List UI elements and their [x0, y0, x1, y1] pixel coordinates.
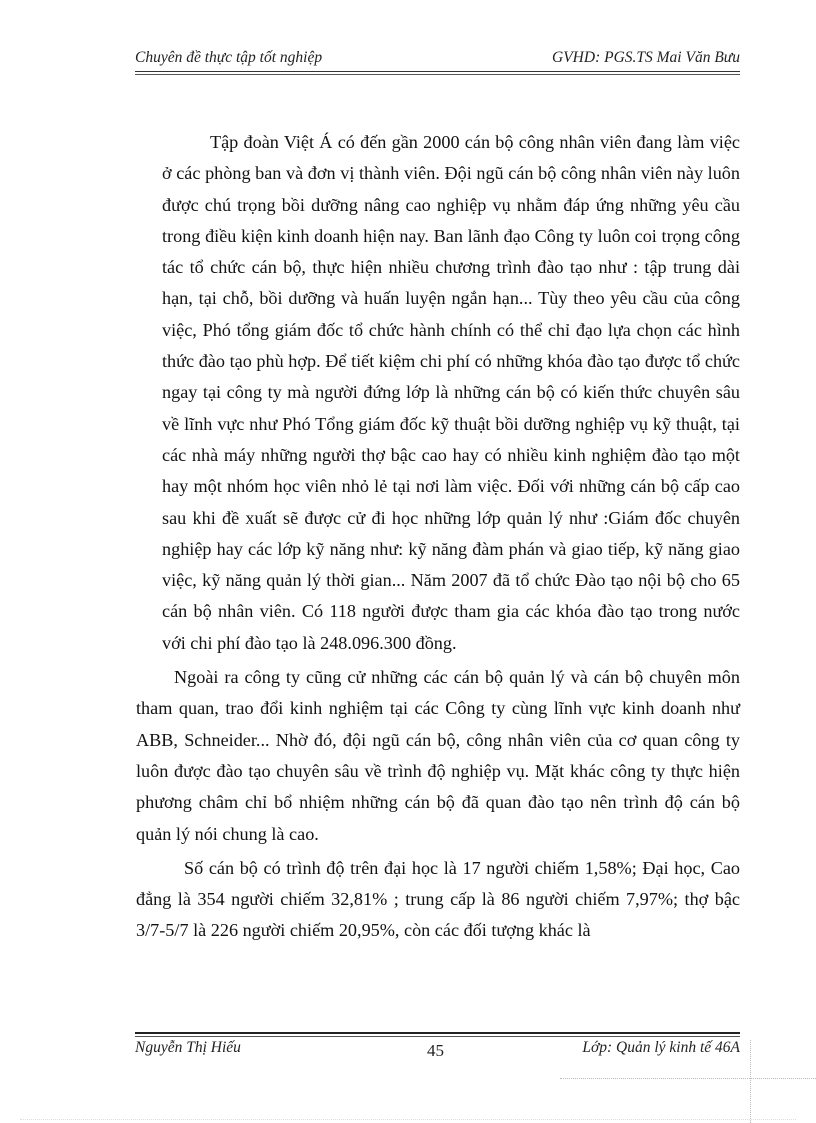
body-text: [136, 127, 740, 947]
footer-rule-thin: [135, 1036, 740, 1037]
crop-mark-vertical: [750, 1040, 751, 1123]
paragraph-qualification-stats: Số cán bộ có trình độ trên đại học là 17 người chiếm 1,58%; Đại học, Cao đẳng là 354 người chiếm 32,81% ; trung cấp là 86 người chiếm 7,97%; thợ bậc 3/7-5/7 là 226 người chiếm 20,95%, còn các đối tượng khác là: [136, 857, 740, 941]
page-header: [135, 49, 740, 71]
header-document-type: Chuyên đề thực tập tốt nghiệp: [135, 49, 323, 66]
header-supervisor: GVHD: PGS.TS Mai Văn Bưu: [552, 49, 740, 66]
footer-class: Lớp: Quản lý kinh tế 46A: [582, 1039, 740, 1056]
page-number: 45: [427, 1041, 444, 1060]
crop-mark-horizontal: [560, 1078, 816, 1079]
paragraph-training-overview: Tập đoàn Việt Á có đến gần 2000 cán bộ công nhân viên đang làm việc ở các phòng ban và đơn vị thành viên. Đội ngũ cán bộ công nhân viên này luôn được chú trọng bồi dưỡng nâng cao nghiệp vụ nhằm đáp ứng những yêu cầu trong điều kiện kinh doanh hiện nay. Ban lãnh đạo Công ty luôn coi trọng công tác tổ chức cán bộ, thực hiện nhiều chương trình đào tạo như : tập trung dài hạn, tại chỗ, bồi dưỡng và huấn luyện ngắn hạn... Tùy theo yêu cầu của công việc, Phó tổng giám đốc tổ chức hành chính có thể chỉ đạo lựa chọn các hình thức đào tạo phù hợp. Để tiết kiệm chi phí có những khóa đào tạo được tổ chức ngay tại công ty mà người đứng lớp là những cán bộ có kiến thức chuyên sâu về lĩnh vực như Phó Tổng giám đốc kỹ thuật bồi dưỡng nghiệp vụ kỹ thuật, tại các nhà máy những người thợ bậc cao hay có nhiều kinh nghiệm đào tạo một hay một nhóm học viên nhỏ lẻ tại nơi làm việc. Đối với những cán bộ cấp cao sau khi đề xuất sẽ được cử đi học những lớp quản lý như :Giám đốc chuyên nghiệp hay các lớp kỹ năng như: kỹ năng đàm phán và giao tiếp, kỹ năng giao việc, kỹ năng quản lý thời gian... Năm 2007 đã tổ chức Đào tạo nội bộ cho 65 cán bộ nhân viên. Có 118 người được tham gia các khóa đào tạo trong nước với chi phí đào tạo là 248.096.300 đồng.: [162, 132, 740, 653]
page-bottom-border: [20, 1119, 796, 1120]
footer-author: Nguyễn Thị Hiếu: [135, 1039, 241, 1056]
header-rule-thin: [135, 74, 740, 75]
paragraph-study-visits: Ngoài ra công ty cũng cử những các cán bộ quản lý và cán bộ chuyên môn tham quan, trao đổi kinh nghiệm tại các Công ty cùng lĩnh vực kinh doanh như ABB, Schneider... Nhờ đó, đội ngũ cán bộ, công nhân viên của cơ quan công ty luôn được đào tạo chuyên sâu về trình độ nghiệp vụ. Mặt khác công ty thực hiện phương châm chỉ bổ nhiệm những cán bộ đã quan đào tạo nên trình độ cán bộ quản lý nói chung là cao.: [136, 667, 740, 844]
page-footer: [135, 1039, 740, 1063]
footer-rule: [135, 1032, 740, 1034]
header-rule: [135, 71, 740, 72]
